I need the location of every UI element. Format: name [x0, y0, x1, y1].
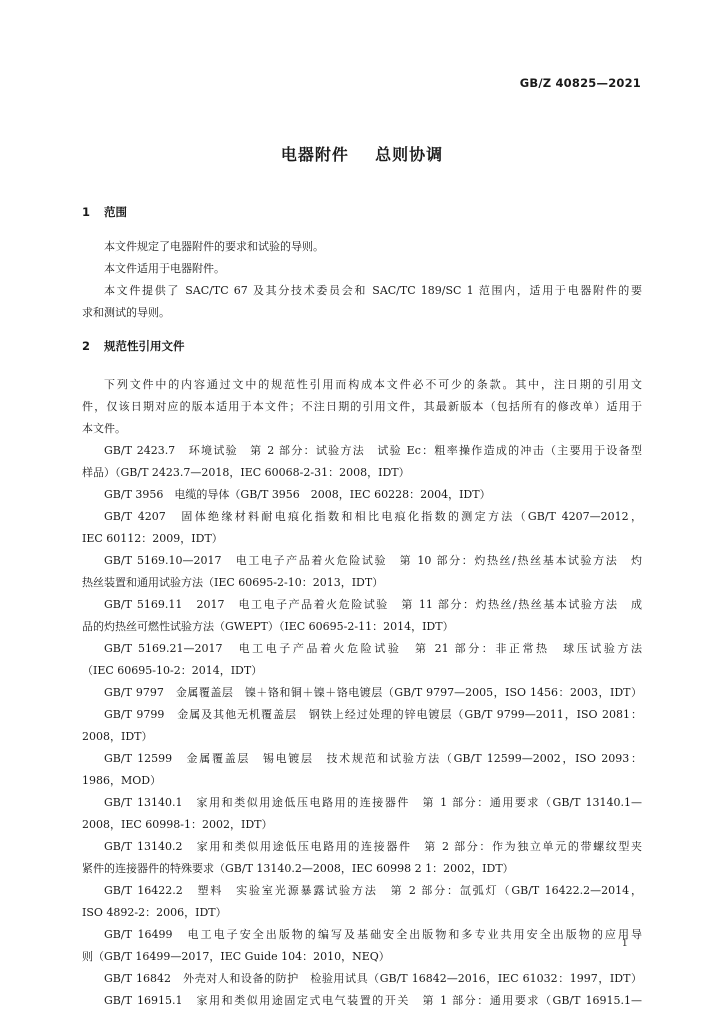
section-2-heading	[82, 338, 185, 354]
reference-line: GB/T 5169.11 2017 电工电子产品着火危险试验 第 11 部分：灼热丝/热丝基本试验方法 成	[104, 598, 642, 611]
reference-line: GB/T 16422.2 塑料 实验室光源暴露试验方法 第 2 部分：氙弧灯（GB/T 16422.2—2014，	[104, 884, 642, 897]
paragraph-line: 本文件适用于电器附件。	[104, 262, 225, 275]
reference-line: GB/T 16499 电工电子安全出版物的编写及基础安全出版物和多专业共用安全出版物的应用导	[104, 928, 642, 941]
document-title: 电器附件 总则协调	[280, 145, 444, 164]
reference-line: ISO 4892-2：2006，IDT）	[82, 906, 227, 919]
page-number: 1	[621, 938, 628, 949]
reference-line: GB/T 9797 金属覆盖层 镍＋铬和铜＋镍＋铬电镀层（GB/T 9797—2005，ISO 1456：2003，IDT）	[104, 686, 642, 699]
reference-line: GB/T 4207 固体绝缘材料耐电痕化指数和相比电痕化指数的测定方法（GB/T 4207—2012，	[104, 510, 642, 523]
reference-line: 则（GB/T 16499—2017，IEC Guide 104：2010，NEQ）	[82, 950, 390, 963]
reference-line: 样品）（GB/T 2423.7—2018，IEC 60068-2-31：2008，IDT）	[82, 466, 410, 479]
reference-line: 2008，IDT）	[82, 730, 153, 743]
section-1-heading	[82, 204, 127, 220]
section-2-number: 2	[82, 339, 91, 353]
section-2-title: 规范性引用文件	[104, 339, 185, 353]
reference-line: GB/T 12599 金属覆盖层 锡电镀层 技术规范和试验方法（GB/T 12599—2002，ISO 2093：	[104, 752, 642, 765]
section-1-number: 1	[82, 205, 91, 219]
paragraph-line: 求和测试的导则。	[82, 306, 170, 319]
paragraph-line: 本文件。	[82, 422, 126, 435]
section-1-title: 范围	[104, 205, 127, 219]
reference-line: GB/T 2423.7 环境试验 第 2 部分：试验方法 试验 Ec：粗率操作造成的冲击（主要用于设备型	[104, 444, 642, 457]
section-2-body	[82, 374, 642, 1012]
reference-line: GB/T 13140.1 家用和类似用途低压电路用的连接器件 第 1 部分：通用要求（GB/T 13140.1—	[104, 796, 642, 809]
paragraph-line: 本文件提供了 SAC/TC 67 及其分技术委员会和 SAC/TC 189/SC 1 范围内，适用于电器附件的要	[104, 284, 642, 297]
reference-line: （IEC 60695-10-2：2014，IDT）	[82, 664, 263, 677]
reference-line: GB/T 16842 外壳对人和设备的防护 检验用试具（GB/T 16842—2016，IEC 61032：1997，IDT）	[104, 972, 642, 985]
reference-line: GB/T 16915.1 家用和类似用途固定式电气装置的开关 第 1 部分：通用要求（GB/T 16915.1—	[104, 994, 642, 1007]
reference-line: 紧件的连接器件的特殊要求（GB/T 13140.2—2008，IEC 60998 2 1：2002，IDT）	[82, 862, 514, 875]
paragraph-line: 件，仅该日期对应的版本适用于本文件；不注日期的引用文件，其最新版本（包括所有的修改单）适用于	[82, 400, 642, 413]
reference-line: 1986，MOD）	[82, 774, 162, 787]
reference-line: 热丝装置和通用试验方法（IEC 60695-2-10：2013，IDT）	[82, 576, 384, 589]
reference-line: GB/T 5169.21—2017 电工电子产品着火危险试验 第 21 部分：非正常热 球压试验方法	[104, 642, 642, 655]
reference-line: GB/T 9799 金属及其他无机覆盖层 钢铁上经过处理的锌电镀层（GB/T 9799—2011，ISO 2081：	[104, 708, 642, 721]
section-1-body	[82, 236, 642, 324]
paragraph-line: 下列文件中的内容通过文中的规范性引用而构成本文件必不可少的条款。其中，注日期的引用文	[104, 378, 642, 391]
standard-code: GB/Z 40825—2021	[519, 76, 641, 90]
reference-line: IEC 60112：2009，IDT）	[82, 532, 223, 545]
reference-line: 品的灼热丝可燃性试验方法（GWEPT）（IEC 60695-2-11：2014，IDT）	[82, 620, 454, 633]
reference-line: GB/T 3956 电缆的导体（GB/T 3956 2008，IEC 60228：2004，IDT）	[104, 488, 491, 501]
reference-line: 2008，IEC 60998-1：2002，IDT）	[82, 818, 273, 831]
paragraph-line: 本文件规定了电器附件的要求和试验的导则。	[104, 240, 324, 253]
reference-line: GB/T 13140.2 家用和类似用途低压电路用的连接器件 第 2 部分：作为独立单元的带螺纹型夹	[104, 840, 642, 853]
reference-line: GB/T 5169.10—2017 电工电子产品着火危险试验 第 10 部分：灼热丝/热丝基本试验方法 灼	[104, 554, 642, 567]
